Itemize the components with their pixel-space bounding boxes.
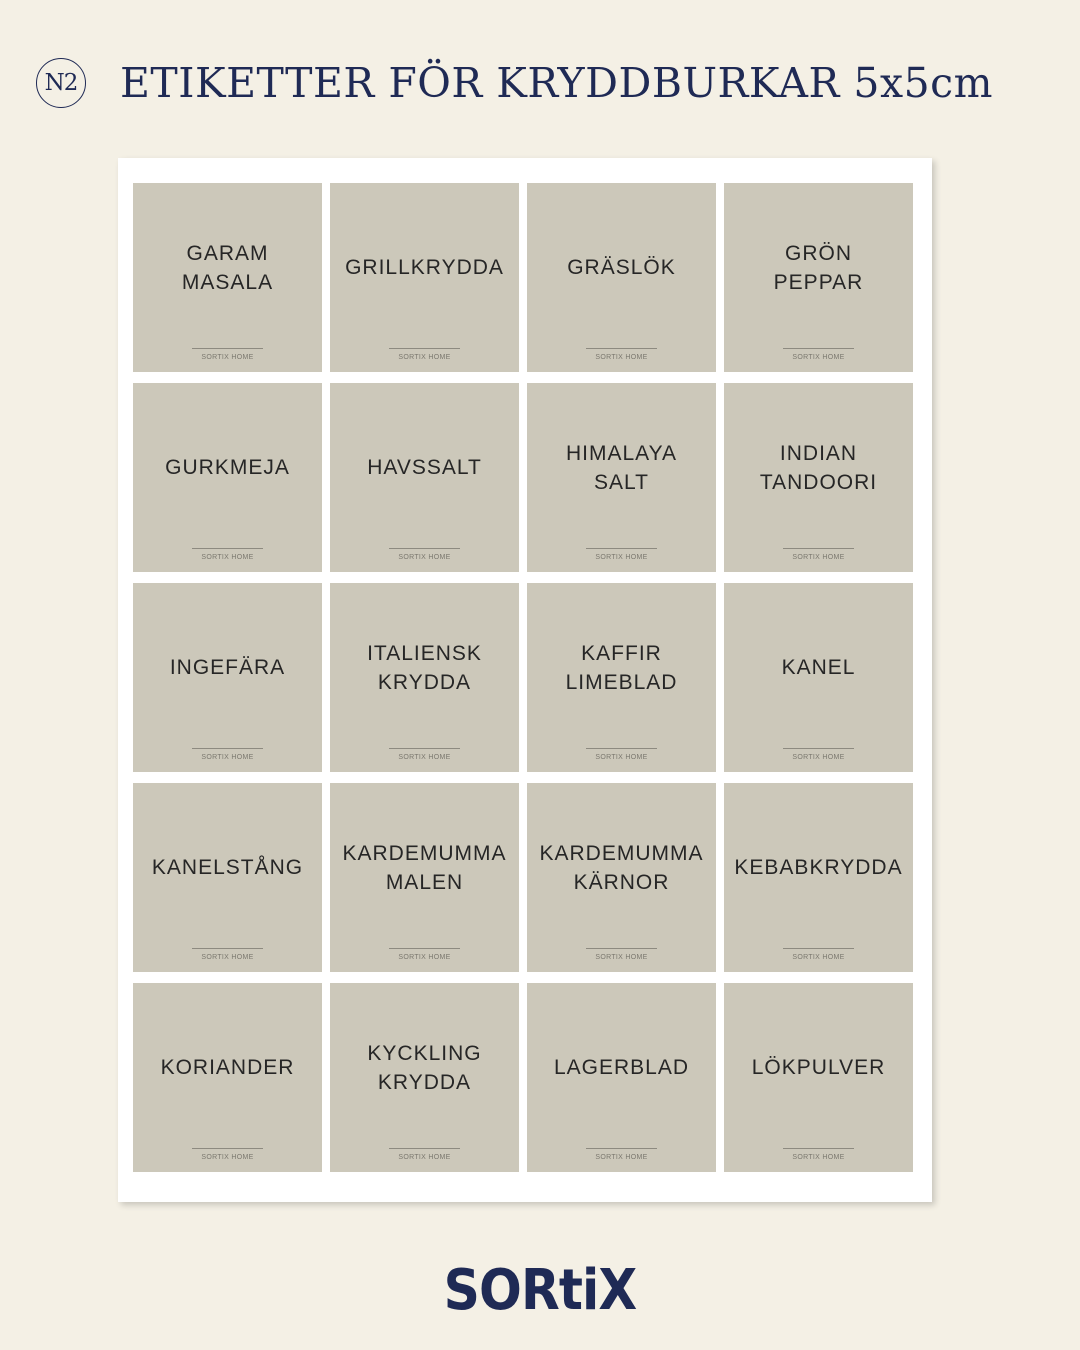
label-divider xyxy=(192,1148,263,1149)
label-divider xyxy=(192,748,263,749)
spice-label xyxy=(724,983,913,1172)
spice-label xyxy=(724,383,913,572)
label-brand-text: SORTIX HOME xyxy=(201,554,254,561)
spice-label xyxy=(527,783,716,972)
spice-name: GARAM MASALA xyxy=(181,241,274,294)
brand-logo: SORtiX xyxy=(443,1258,637,1323)
number-badge: N2 xyxy=(36,58,86,108)
label-divider xyxy=(389,348,460,349)
spice-name: KEBABKRYDDA xyxy=(734,856,903,879)
spice-name: GRILLKRYDDA xyxy=(345,256,504,279)
label-brand-text: SORTIX HOME xyxy=(792,754,845,761)
spice-name: GURKMEJA xyxy=(165,456,290,479)
spice-label xyxy=(133,983,322,1172)
spice-label xyxy=(724,583,913,772)
label-grid xyxy=(133,183,913,1172)
spice-name: KARDEMUMMA MALEN xyxy=(342,841,507,894)
page-header xyxy=(36,52,993,114)
spice-name: KARDEMUMMA KÄRNOR xyxy=(539,841,704,894)
label-divider xyxy=(586,1148,657,1149)
spice-label xyxy=(527,583,716,772)
label-brand-text: SORTIX HOME xyxy=(201,354,254,361)
label-brand-text: SORTIX HOME xyxy=(595,554,648,561)
spice-label xyxy=(133,183,322,372)
spice-label xyxy=(133,583,322,772)
label-divider xyxy=(389,748,460,749)
label-brand-text: SORTIX HOME xyxy=(792,554,845,561)
spice-name: KANELSTÅNG xyxy=(151,856,304,879)
label-brand-text: SORTIX HOME xyxy=(595,1154,648,1161)
spice-label xyxy=(724,783,913,972)
spice-label xyxy=(330,383,519,572)
spice-label xyxy=(527,183,716,372)
label-brand-text: SORTIX HOME xyxy=(398,354,451,361)
spice-name: KYCKLING KRYDDA xyxy=(367,1041,482,1094)
spice-label xyxy=(330,583,519,772)
label-divider xyxy=(192,348,263,349)
spice-label xyxy=(330,183,519,372)
label-divider xyxy=(586,348,657,349)
spice-name: HIMALAYA SALT xyxy=(565,441,678,494)
label-brand-text: SORTIX HOME xyxy=(792,354,845,361)
spice-name: KANEL xyxy=(781,656,856,679)
label-brand-text: SORTIX HOME xyxy=(595,954,648,961)
label-brand-text: SORTIX HOME xyxy=(792,954,845,961)
label-sheet xyxy=(118,158,932,1202)
spice-name: INGEFÄRA xyxy=(169,656,286,679)
label-divider xyxy=(783,348,854,349)
label-divider xyxy=(586,548,657,549)
spice-label xyxy=(330,783,519,972)
spice-label xyxy=(724,183,913,372)
label-brand-text: SORTIX HOME xyxy=(792,1154,845,1161)
label-brand-text: SORTIX HOME xyxy=(398,754,451,761)
spice-name: INDIAN TANDOORI xyxy=(759,441,878,494)
label-brand-text: SORTIX HOME xyxy=(595,354,648,361)
spice-label xyxy=(133,783,322,972)
spice-name: LAGERBLAD xyxy=(553,1056,690,1079)
spice-label xyxy=(330,983,519,1172)
label-brand-text: SORTIX HOME xyxy=(595,754,648,761)
label-divider xyxy=(192,548,263,549)
spice-name: LÖKPULVER xyxy=(751,1056,886,1079)
label-divider xyxy=(783,948,854,949)
label-divider xyxy=(783,748,854,749)
label-brand-text: SORTIX HOME xyxy=(201,754,254,761)
spice-name: KORIANDER xyxy=(160,1056,295,1079)
label-divider xyxy=(586,748,657,749)
page-title: ETIKETTER FÖR KRYDDBURKAR 5x5cm xyxy=(120,59,993,107)
label-divider xyxy=(586,948,657,949)
label-brand-text: SORTIX HOME xyxy=(398,554,451,561)
label-divider xyxy=(389,1148,460,1149)
label-divider xyxy=(389,548,460,549)
spice-name: KAFFIR LIMEBLAD xyxy=(565,641,678,694)
spice-label xyxy=(133,383,322,572)
label-divider xyxy=(389,948,460,949)
label-divider xyxy=(783,548,854,549)
spice-name: HAVSSALT xyxy=(367,456,482,479)
label-brand-text: SORTIX HOME xyxy=(398,1154,451,1161)
spice-name: GRÖN PEPPAR xyxy=(773,241,864,294)
label-brand-text: SORTIX HOME xyxy=(201,954,254,961)
spice-name: ITALIENSK KRYDDA xyxy=(367,641,482,694)
spice-name: GRÄSLÖK xyxy=(567,256,676,279)
label-brand-text: SORTIX HOME xyxy=(398,954,451,961)
spice-label xyxy=(527,983,716,1172)
label-brand-text: SORTIX HOME xyxy=(201,1154,254,1161)
label-divider xyxy=(192,948,263,949)
label-divider xyxy=(783,1148,854,1149)
spice-label xyxy=(527,383,716,572)
